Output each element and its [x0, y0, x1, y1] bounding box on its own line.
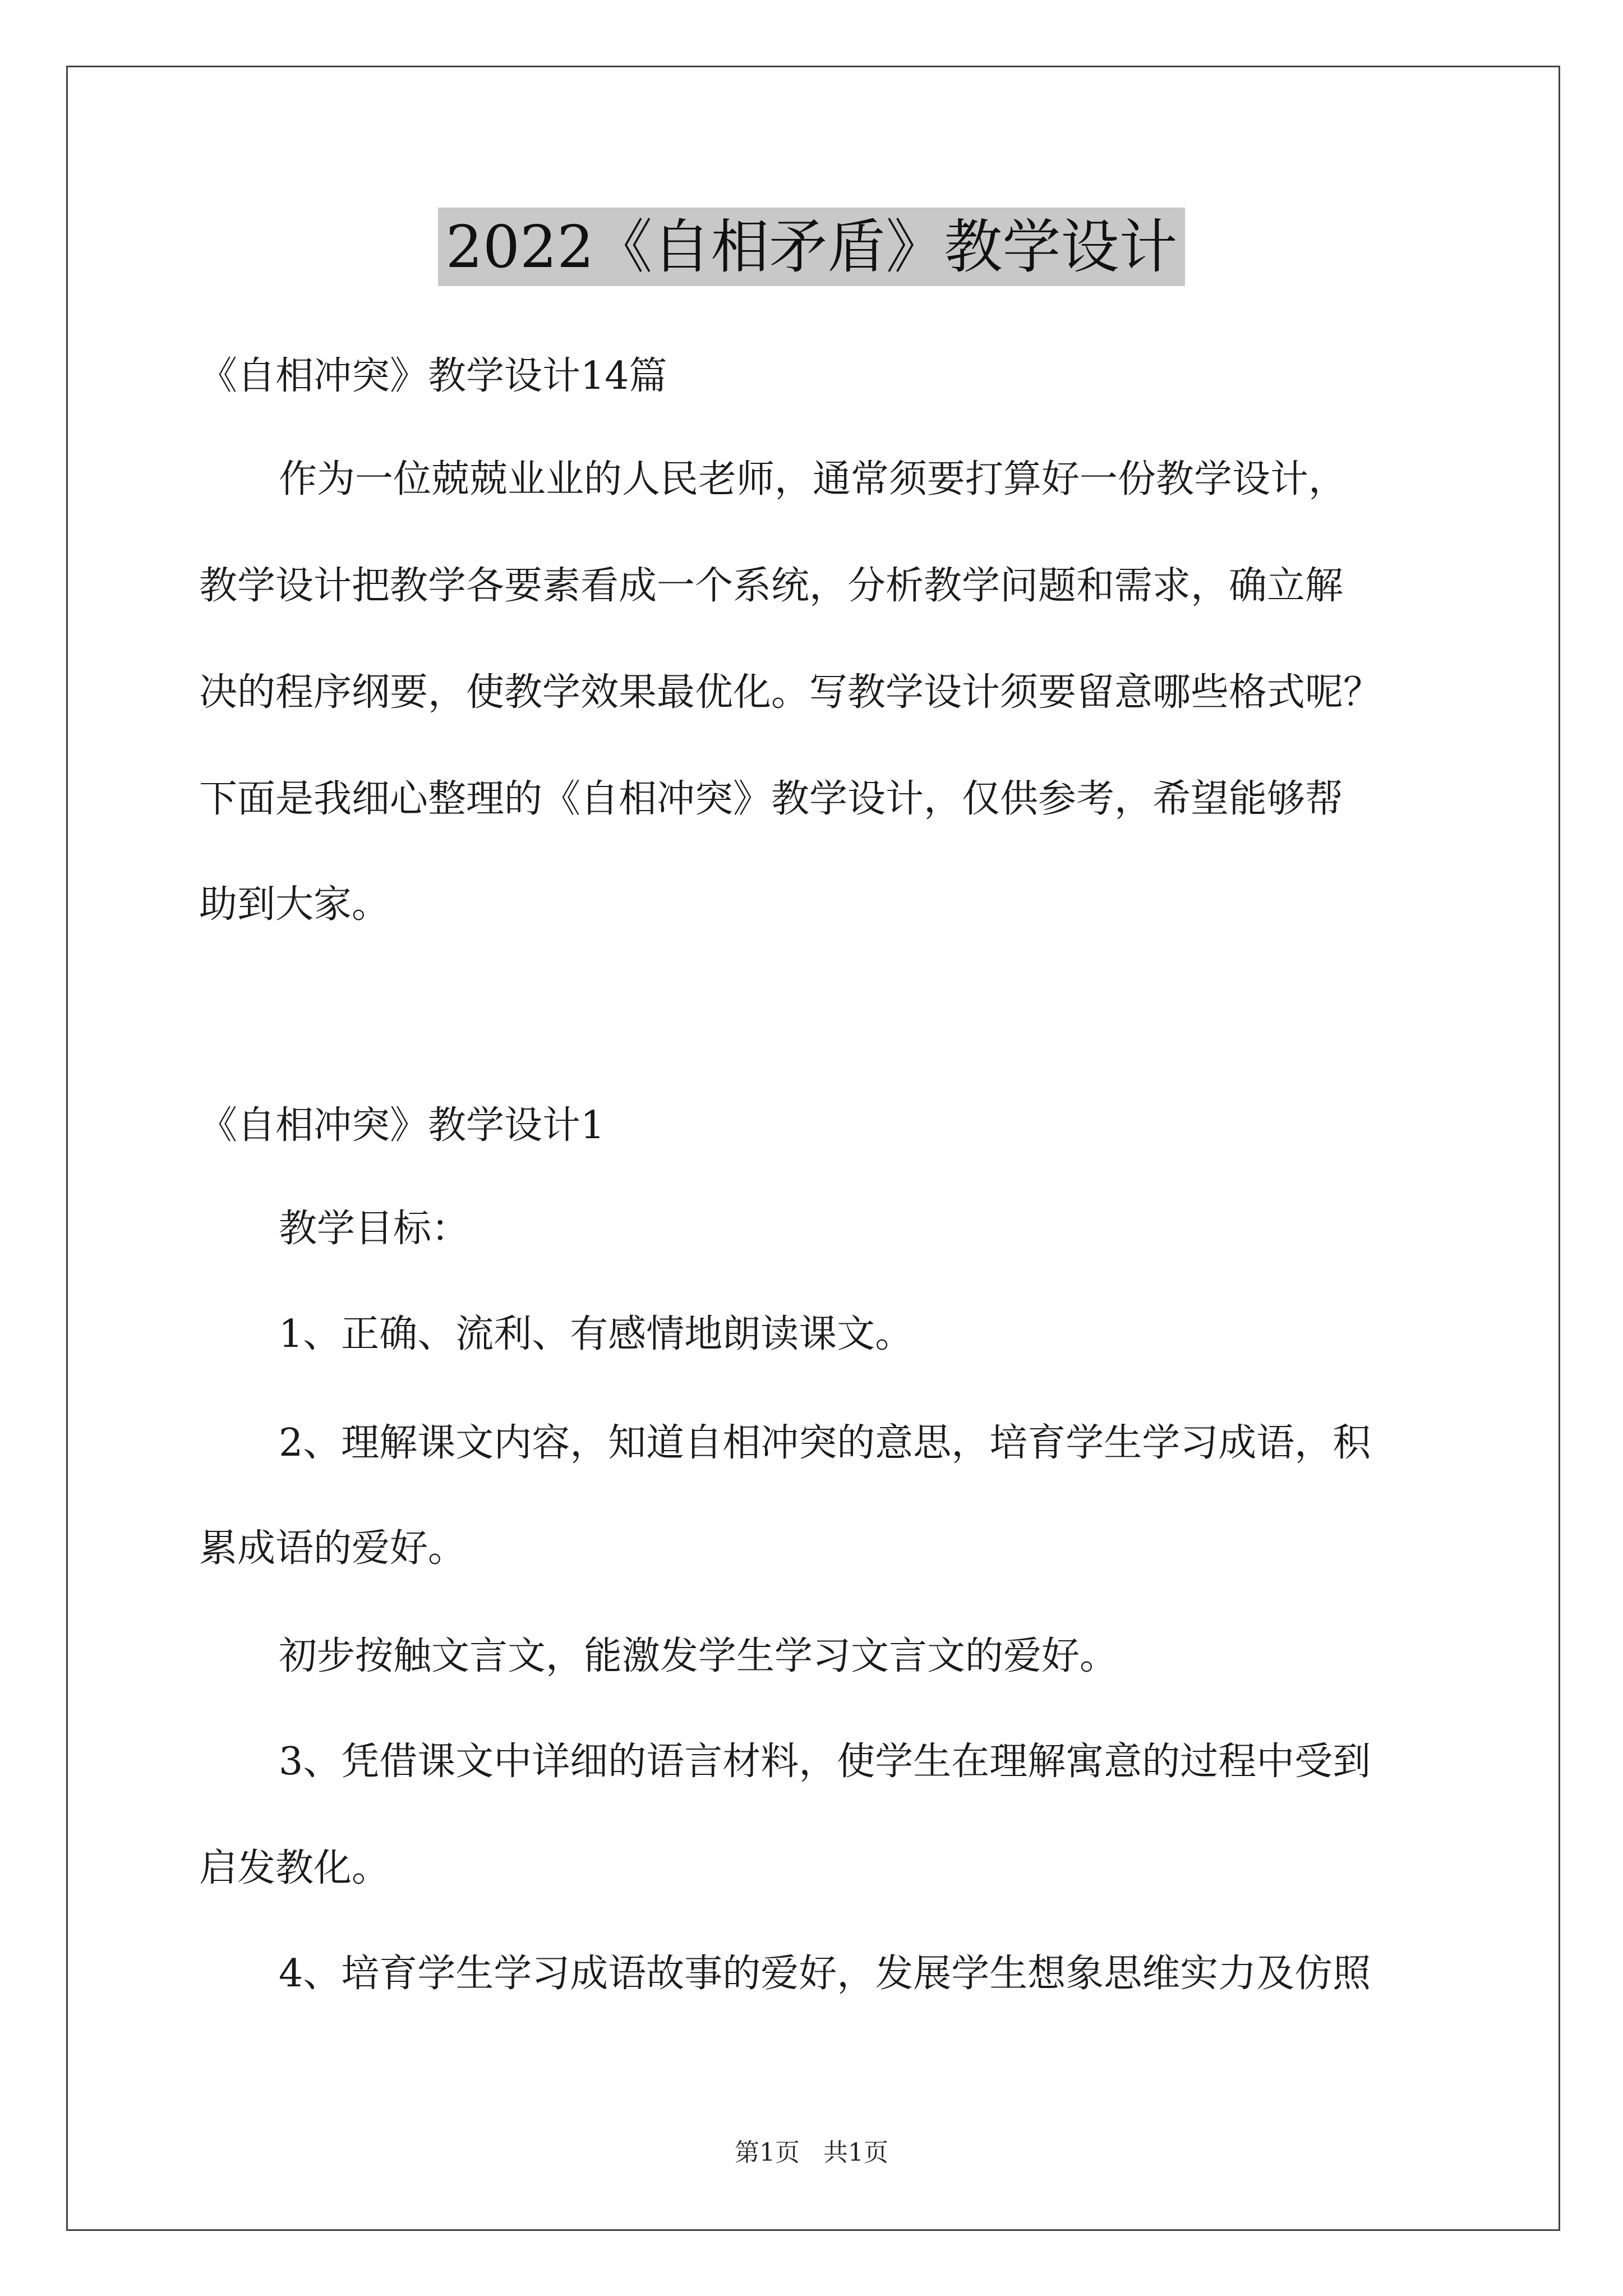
section-heading: 《自相冲突》教学设计1	[199, 1103, 605, 1148]
paragraph-line: 教学设计把教学各要素看成一个系统，分析教学问题和需求，确立解	[199, 564, 1344, 608]
paragraph-line: 决的程序纲要，使教学效果最优化。写教学设计须要留意哪些格式呢？	[199, 670, 1382, 715]
paragraph-line: 2、理解课文内容，知道自相冲突的意思，培育学生学习成语，积	[279, 1421, 1371, 1465]
paragraph-line: 助到大家。	[199, 882, 390, 927]
paragraph-line: 3、凭借课文中详细的语言材料，使学生在理解寓意的过程中受到	[279, 1740, 1371, 1784]
paragraph-line: 下面是我细心整理的《自相冲突》教学设计，仅供参考，希望能够帮	[199, 777, 1344, 821]
paragraph-line: 教学目标：	[279, 1207, 470, 1251]
paragraph-line: 初步按触文言文，能激发学生学习文言文的爱好。	[279, 1634, 1118, 1678]
paragraph-line: 累成语的爱好。	[199, 1526, 467, 1571]
paragraph-line: 作为一位兢兢业业的人民老师，通常须要打算好一份教学设计，	[279, 457, 1347, 501]
page-footer: 第1页 共1页	[735, 2138, 888, 2167]
subtitle-line: 《自相冲突》教学设计14篇	[199, 354, 667, 398]
document-title: 2022《自相矛盾》教学设计	[438, 208, 1186, 286]
paragraph-line: 4、培育学生学习成语故事的爱好，发展学生想象思维实力及仿照	[279, 1952, 1371, 1996]
paragraph-line: 1、正确、流利、有感情地朗读课文。	[279, 1312, 914, 1356]
paragraph-line: 启发教化。	[199, 1846, 390, 1890]
title-container	[0, 208, 1623, 286]
